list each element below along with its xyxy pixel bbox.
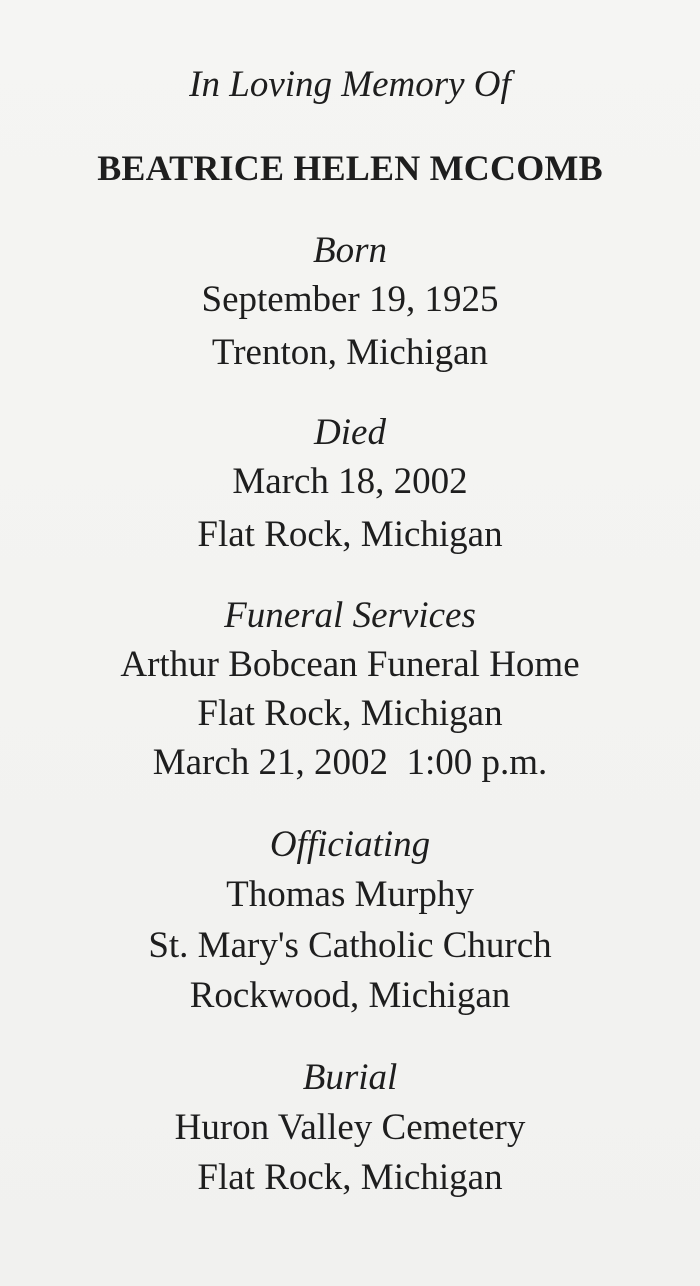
cemetery-place: Flat Rock, Michigan	[197, 1157, 503, 1198]
born-place: Trenton, Michigan	[211, 332, 489, 373]
funeral-place: Flat Rock, Michigan	[197, 693, 503, 734]
intro-heading: In Loving Memory Of	[189, 64, 511, 105]
burial-label: Burial	[302, 1057, 398, 1098]
funeral-label: Funeral Services	[224, 595, 476, 636]
died-date: March 18, 2002	[232, 461, 468, 502]
funeral-home: Arthur Bobcean Funeral Home	[120, 644, 580, 685]
officiant-name: Thomas Murphy	[226, 874, 474, 915]
born-date: September 19, 1925	[201, 279, 499, 320]
deceased-name: BEATRICE HELEN MCCOMB	[97, 148, 603, 188]
cemetery-name: Huron Valley Cemetery	[174, 1107, 526, 1148]
born-label: Born	[313, 230, 387, 271]
church-place: Rockwood, Michigan	[189, 975, 511, 1016]
funeral-datetime: March 21, 2002 1:00 p.m.	[152, 742, 548, 783]
officiating-label: Officiating	[269, 824, 431, 865]
died-label: Died	[314, 412, 386, 453]
died-place: Flat Rock, Michigan	[197, 514, 503, 555]
church-name: St. Mary's Catholic Church	[148, 925, 552, 966]
